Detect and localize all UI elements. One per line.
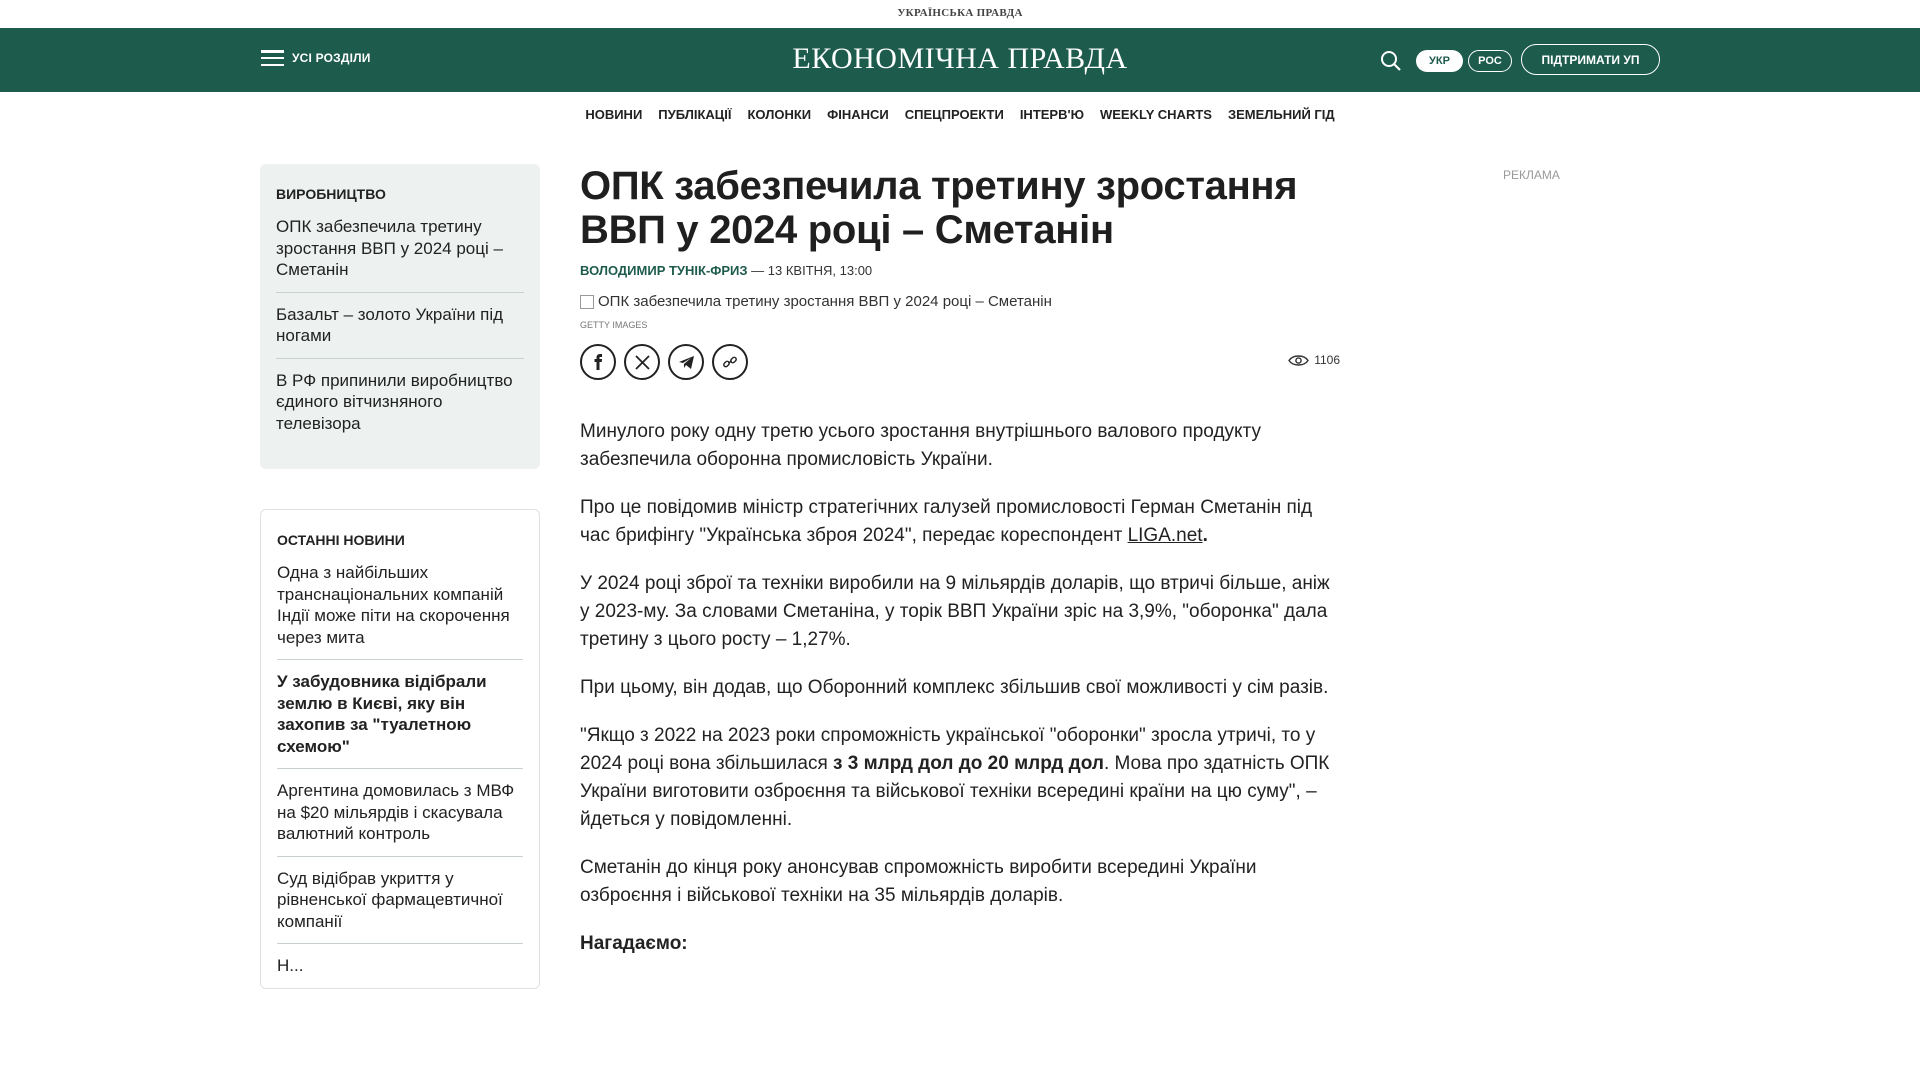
article-image	[580, 293, 1340, 310]
author-link[interactable]: ВОЛОДИМИР ТУНІК-ФРИЗ	[580, 263, 748, 278]
list-item[interactable]: Н...	[277, 955, 523, 989]
lang-ros-button[interactable]: РОС	[1468, 50, 1512, 72]
list-item[interactable]: ОПК забезпечила третину зростання ВВП у 2024 році – Сметанін	[276, 216, 524, 293]
section-title[interactable]: ВИРОБНИЦТВО	[276, 186, 386, 202]
paragraph: Про це повідомив міністр стратегічних галузей промисловості Герман Сметанін під час брифінгу "Українська зброя 2024", передає кореспондент LIGA.net.	[580, 497, 1313, 546]
paragraph: При цьому, він додав, що Оборонний комплекс збільшив свої можливості у сім разів.	[580, 677, 1329, 698]
ad-label: РЕКЛАМА	[1503, 168, 1560, 182]
paragraph: У 2024 році зброї та техніки виробили на 9 мільярдів доларів, що втричі більше, аніж у 2023-му. За словами Сметаніна, у торік ВВП України зріс на 3,9%, "оборонка" дала третину з цього росту – 1,27%.	[580, 573, 1330, 650]
main-nav	[0, 92, 1920, 136]
telegram-icon[interactable]	[668, 344, 704, 380]
list-item[interactable]: В РФ припинили виробництво єдиного вітчизняного телевізора	[276, 370, 513, 433]
eye-icon	[1288, 354, 1309, 367]
all-sections-label: УСІ РОЗДІЛИ	[292, 51, 371, 65]
nav-item-finance[interactable]: ФІНАНСИ	[827, 106, 889, 122]
nav-item-interview[interactable]: ІНТЕРВ'Ю	[1019, 106, 1084, 122]
search-icon[interactable]	[1380, 50, 1402, 72]
list-item[interactable]: У забудовника відібрали землю в Києві, яку він захопив за "туалетною схемою"	[277, 671, 523, 769]
article-meta	[580, 263, 1340, 278]
nav-item-publications[interactable]: ПУБЛІКАЦІЇ	[658, 106, 732, 122]
section-title[interactable]: ОСТАННІ НОВИНИ	[277, 532, 405, 548]
nav-item-land-guide[interactable]: ЗЕМЕЛЬНИЙ ГІД	[1227, 106, 1335, 122]
nav-item-news[interactable]: НОВИНИ	[585, 106, 643, 122]
lang-ukr-button[interactable]: УКР	[1416, 50, 1463, 72]
header	[0, 28, 1920, 92]
broken-image-icon	[580, 295, 594, 309]
paragraph: "Якщо з 2022 на 2023 роки спроможність української "оборонки" зросла утричі, то у 2024 році вона збільшилася з 3 млрд дол до 20 млрд дол. Мова про здатність ОПК України виготовити озброєння та військової техніки всередині країни на цю суму", – йдеться у повідомленні.	[580, 725, 1330, 830]
x-twitter-icon[interactable]	[624, 344, 660, 380]
sidebar-section-production	[260, 164, 540, 469]
liga-net-link[interactable]: LIGA.net	[1127, 525, 1203, 546]
nav-item-weekly-charts[interactable]: WEEKLY CHARTS	[1099, 106, 1212, 122]
paragraph: Сметанін до кінця року анонсував спроможність виробити всередині України озброєння і військової техніки на 35 мільярдів доларів.	[580, 857, 1257, 906]
article-date: 13 КВІТНЯ, 13:00	[767, 263, 873, 278]
nav-item-specprojects[interactable]: СПЕЦПРОЕКТИ	[904, 106, 1004, 122]
top-strip	[0, 0, 1920, 28]
site-network-label[interactable]: УКРАЇНСЬКА ПРАВДА	[897, 7, 1023, 19]
image-alt-text: ОПК забезпечила третину зростання ВВП у 2024 році – Сметанін	[598, 293, 1052, 310]
sidebar-latest-news	[260, 509, 540, 989]
nav-item-columns[interactable]: КОЛОНКИ	[747, 106, 812, 122]
site-logo[interactable]: ЕКОНОМІЧНА ПРАВДА	[792, 42, 1128, 75]
share-bar	[580, 344, 1340, 380]
views-count: 1106	[1314, 353, 1340, 367]
article-title: ОПК забезпечила третину зростання ВВП у 2024 році – Сметанін	[580, 164, 1298, 252]
image-credit: GETTY IMAGES	[580, 320, 648, 330]
list-item[interactable]: Суд відібрав укриття у рівненської фармацевтичної компанії	[277, 868, 523, 945]
facebook-icon[interactable]	[580, 344, 616, 380]
copy-link-icon[interactable]	[712, 344, 748, 380]
list-item[interactable]: Одна з найбільших транснаціональних компаній Індії може піти на скорочення через мита	[277, 562, 523, 660]
views-counter	[1288, 353, 1340, 367]
article-body	[580, 418, 1340, 958]
article	[580, 164, 1340, 978]
meta-separator: —	[747, 263, 768, 278]
list-item[interactable]: Базальт – золото України під ногами	[276, 304, 524, 359]
support-button[interactable]: ПІДТРИМАТИ УП	[1521, 44, 1660, 75]
paragraph: Нагадаємо:	[580, 933, 688, 954]
paragraph: Минулого року одну третю усього зростання внутрішнього валового продукту забезпечила оборонна промисловість України.	[580, 421, 1261, 470]
list-item[interactable]: Аргентина домовилась з МВФ на $20 мільярдів і скасувала валютний контроль	[277, 780, 523, 857]
